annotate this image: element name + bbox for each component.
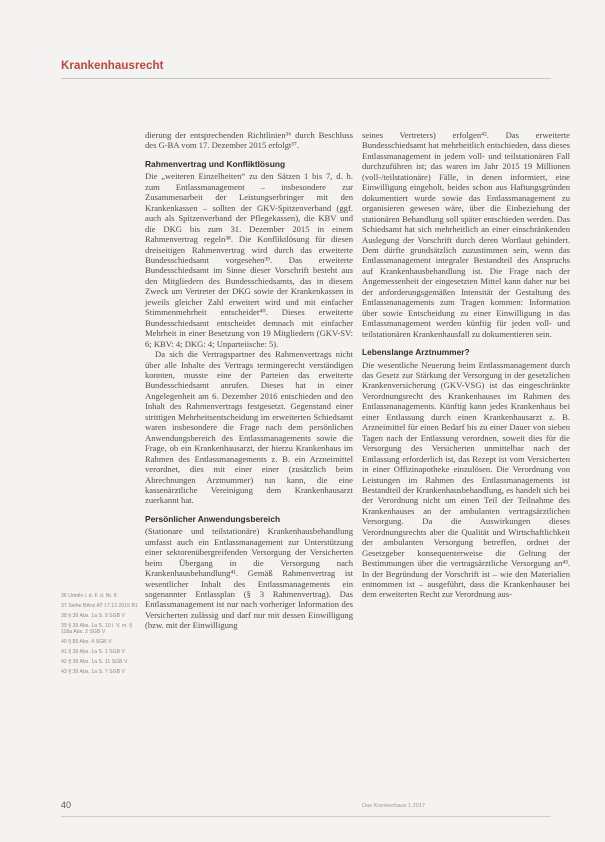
paragraph-right-1: seines Vertreters) erfolgen⁴². Das erweiterte Bundesschiedsamt hat mehrheitlich entschieden, dass dieses Entlassmanagement in jedem voll- und teilstationären Fall durchzuführen ist; das waren im Jahr 2015 19 Millionen (voll-/teilstationäre) Fälle, in denen informiert, eine Einwilligung eingeholt, beides schon aus Haftungsgründen dokumentiert wurde sowie das Entlassmanagement zu organisieren gewesen wäre, über die Einbeziehung der stationären Behandlung soll später entschieden werden. Das Schiedsamt hat sich mehrheitlich an einer einschränkenden Auslegung der Vorschrift durch deren Wortlaut gehindert. Dem dürfte grundsätzlich zuzustimmen sein, wenn das Entlassmanagement integraler Bestandteil des Anspruchs auf Krankenhausbehandlung ist. Die Frage nach der Angemessenheit der eingesetzten Mittel kann daher nur bei der anforderungsgemäßen Intensität der Gestaltung des Entlassmanagements zum Tragen kommen: Information über sowie Entscheidung zu einer Einwilligung in das Entlassmanagement werden künftig für jeden voll- und teilstationären Krankenhausfall zu dokumentieren sein. [362,130,570,339]
left-column [145,130,353,631]
footnote-39: 39 § 39 Abs. 1a S. 10 i. V. m. § 118a Abs. 2 SGB V [61,622,133,636]
footnote-36: 36 Urteile i. d. F. d. Nr. 8 [61,593,117,599]
right-column [362,130,570,600]
page-number: 40 [61,800,72,810]
footnote-42: 42 § 39 Abs. 1a S. 11 SGB V [61,658,128,665]
heading-arztnummer: Lebenslange Arztnummer? [362,347,470,358]
header-divider [61,78,551,79]
footnote-41: 41 § 39 Abs. 1a S. 1 SGB V [61,648,126,655]
footnotes [61,593,141,679]
paragraph-anwendungsbereich-1: (Stationare und teilstationäre) Krankenhausbehandlung umfasst auch ein Entlassmanagement zur Unterstützung einer sektorenübergreifenden Versorgung der Versicherten beim Übergang in die Versorgung nach Krankenhausbehandlung⁴¹. Gemäß Rahmenvertrag ist wesentlicher Inhalt des Entlassmanagements ein sogenannter Entlassplan (§ 3 Rahmenvertrag). Das Entlassmanagement ist nur nach vorheriger Information des Versicherten zulässig und darf nur mit dessen Einwilligung (bzw. mit der Einwilligung [145,526,353,631]
footnote-37: 37 Siehe BAnz AT 17.12.2015 B1 [61,602,138,609]
footnote-40: 40 § 89 Abs. 4 SGB V [61,639,112,646]
footnote-38: 38 § 39 Abs. 1a S. 9 SGB V [61,612,126,619]
paragraph-rahmenvertrag-2: Da sich die Vertragspartner des Rahmenvertrags nicht über alle Inhalte des Vertrags termingerecht verständigen konnten, musste eine der Parteien das erweiterte Bundesschiedsamt anrufen. Dieses hat in einer Angelegenheit am 6. Dezember 2016 entschieden und den Inhalt des Rahmenvertrags festgesetzt. Gegenstand einer strittigen Mehrheitsentscheidung im erweiterten Schiedsamt waren insbesondere die Frage nach dem persönlichen Anwendungsbereich des Entlassmanagements sowie die Frage, ob ein Krankenhausarzt, der hierzu Krankenhaus im Rahmen des Entlassmanagements z. B. ein Arzneimittel verordnet, dies mit einer einer (zusätzlich beim Abrechnungen Arztnummer) tun kann, die eine kassenärztliche Vereinigung dem Krankenhausarzt zuerkannt hat. [145,349,353,506]
heading-rahmenvertrag: Rahmenvertrag und Konfliktlösung [145,158,286,169]
paragraph-rahmenvertrag-1: Die „weiteren Einzelheiten“ zu den Sätzen 1 bis 7, d. h. zum Entlassmanagement – insbesondere zur Zusammenarbeit der Leistungserbringer mit den Krankenkassen – sollten der GKV-Spitzenverband (ggf. auch als Spitzenverband der Pflegekassen), die KBV und die DKG bis zum 31. Dezember 2015 in einem Rahmenvertrag regeln³⁸. Die Konfliktlösung für diesen dreiseitigen Rahmenvertrag wird durch das erweiterte Bundesschiedsamt vorgesehen³⁹. Das erweiterte Bundesschiedsamt im Sinne dieser Vorschrift besteht aus den Mitgliedern des Bundesschiedsamts, das in diesem Zweck um Vertreter der DKG sowie der Krankenkassen in jeweils gleicher Zahl erweitert wird und mit einfacher Stimmenmehrheit entscheidet⁴⁰. Dieses erweiterte Bundesschiedsamt entscheidet demnach mit einfacher Mehrheit in einer Besetzung von 19 Mitgliedern (GKV-SV: 6; KBV: 4; DKG: 4; Unparteiische: 5). [145,171,353,349]
heading-anwendungsbereich: Persönlicher Anwendungsbereich [145,513,281,524]
paragraph-arztnummer-1: Die wesentliche Neuerung beim Entlassmanagement durch das Gesetz zur Stärkung der Versorgung in der gesetzlichen Krankenversicherung (GKV-VSG) ist das eingeschränkte Verordnungsrecht des Krankenhauses im Rahmen des Entlassmanagements. Künftig kann jedes Krankenhaus bei einer Entlassung durch einen Krankenhausarzt z. B. Arzneimittel für einen Bedarf bis zu einer Dauer von sieben Tagen nach der Entlassung verordnen, soweit dies für die Versorgung des Versicherten unmittelbar nach der Entlassung erforderlich ist, das Rezept ist vom Versicherten in einer Offizinapotheke einzulösen. Die Verordnung von Leistungen im Rahmen des Entlassmanagements ist Bestandteil der Krankenhausbehandlung, es handelt sich bei der Verordnung nicht um einen Teil der Teilnahme des Krankenhauses an der ambulanten vertragsärztlichen Versorgung. Da die Auswirkungen dieses Verordnungsrechts aber die Qualität und Wirtschaftlichkeit der ambulanten Versorgung betreffen, ordnet der Gesetzgeber konsequenterweise die Geltung der Bestimmungen über die vertragsärztliche Versorgung an⁴³. In der Begründung der Vorschrift ist – wie den Materialien entnommen ist – ausgeführt, dass die Krankenhauser bei dem erweiterten Recht zur Verordnung aus- [362,359,570,600]
intro-paragraph: dierung der entsprechenden Richtlinien³⁶ durch Beschluss des G-BA vom 17. Dezember 2015 erfolgt³⁷. [145,130,353,151]
journal-footer: Das Krankenhaus 1.2017 [362,803,426,809]
footer-divider [61,816,551,817]
footnote-43: 43 § 39 Abs. 1a S. 7 SGB V [61,668,126,675]
section-title: Krankenhausrecht [61,60,164,72]
